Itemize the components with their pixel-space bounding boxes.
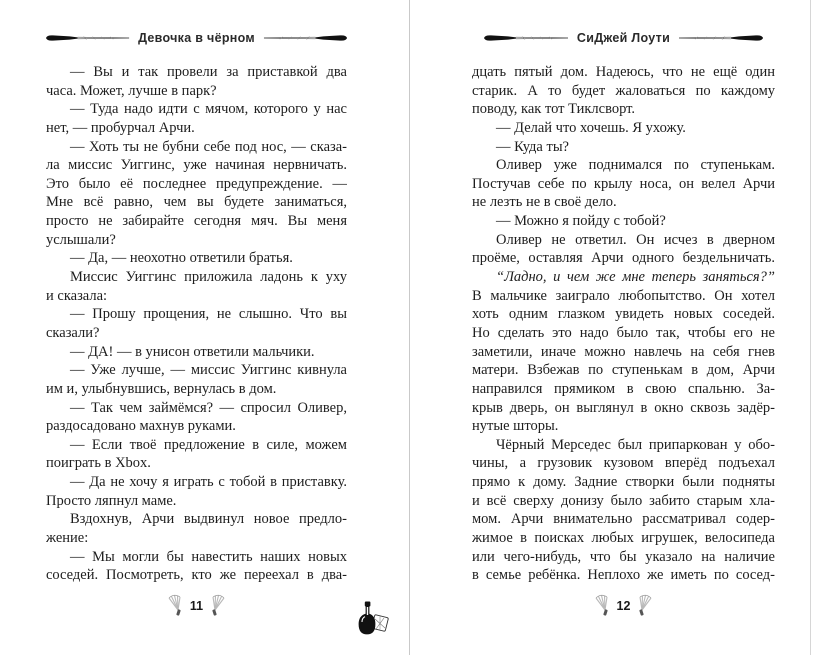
text-line: сказали?	[46, 324, 100, 341]
text-line: — Куда ты?	[496, 138, 569, 155]
text-line: — Уже лучше, — миссис Уиггинс кивнула	[70, 362, 347, 379]
text-line: и всё сверху донизу было забито старым хла-	[472, 492, 775, 509]
text-line: старик. А то будет жаловаться по каждому	[472, 82, 775, 99]
text-line: Это было её последнее предупреждение. —	[46, 175, 347, 192]
text-line: в семье ребёнка. Неплохо же иметь по сосед-	[472, 567, 775, 584]
page-divider	[409, 0, 410, 655]
text-line: хоть одним глазком увидеть новых соседей.	[472, 306, 775, 323]
text-line: жение:	[46, 530, 89, 547]
page-right	[472, 0, 775, 619]
text-line: — Мы могли бы навестить наших новых	[70, 548, 347, 565]
text-line: крыв дверь, он выглянул в окно сквозь задёр-	[472, 399, 775, 416]
page-text-right	[472, 63, 775, 585]
text-line: жимое в поисках любых игрушек, велосипеда	[472, 530, 775, 547]
whisk-broom-icon	[167, 594, 183, 617]
wand-ornament-icon	[484, 33, 570, 43]
text-line: и сказала:	[46, 287, 108, 304]
text-line: Мне всё равно, чем вы будете заниматься,	[46, 194, 347, 211]
text-line: мом. Арчи внимательно рассматривал содер-	[472, 511, 775, 528]
whisk-broom-icon	[594, 594, 610, 617]
wand-ornament-icon	[677, 33, 763, 43]
text-line: или чего-нибудь, что бы указало на наличие	[472, 548, 775, 565]
text-line: Чёрный Мерседес был припаркован у обо-	[496, 436, 775, 453]
page-text-left	[46, 63, 347, 585]
text-line: дцать пятый дом. Надеюсь, что не ещё один	[472, 64, 775, 80]
text-line: Оливер уже поднимался по ступенькам.	[496, 157, 775, 174]
text-line: поиграть в Xbox.	[46, 455, 151, 472]
page-left	[46, 0, 347, 619]
page-header-right	[472, 29, 775, 46]
text-line: В мальчике заиграло любопытство. Он хотел	[472, 287, 775, 304]
page-number-left: 11	[189, 598, 204, 613]
text-line: проёме, оставляя Арчи одного бездельничать.	[472, 250, 775, 267]
text-line: — Да не хочу я играть с тобой в приставку.	[70, 474, 347, 491]
text-line: — Туда надо идти с мячом, которого у нас	[70, 101, 347, 118]
text-line: — Можно я пойду с тобой?	[496, 213, 666, 230]
whisk-broom-icon	[637, 594, 653, 617]
text-line: прямо к дому. Задние створки были подняты	[472, 474, 775, 491]
page-footer-left	[46, 593, 347, 619]
text-line: часа. Может, лучше в парк?	[46, 82, 217, 99]
text-line: “Ладно, и чем же мне теперь заняться?”	[496, 269, 775, 286]
text-line: соседей. Посмотреть, кто же переехал в два-	[46, 567, 347, 584]
whisk-broom-icon	[210, 594, 226, 617]
window-edge-line	[810, 0, 811, 655]
page-number-right: 12	[616, 598, 631, 613]
text-line: — Хоть ты не бубни себе под нос, — сказа-	[70, 138, 347, 155]
text-line: раздосадовано махнув руками.	[46, 418, 236, 435]
text-line: Миссис Уиггинс приложила ладонь к уху	[70, 269, 347, 286]
text-line: Просто ляпнул маме.	[46, 492, 177, 509]
text-line: нутые шторы.	[472, 418, 559, 435]
text-line: — Вы и так провели за приставкой два	[70, 64, 347, 80]
running-title-right: СиДжей Лоути	[576, 30, 671, 45]
page-footer-right	[472, 593, 775, 619]
text-line: Постучав себе по крылу носа, он велел Арчи	[472, 175, 775, 192]
text-line: ла миссис Уиггинс, уже начиная нервничать.	[46, 157, 347, 174]
potion-bottle-icon	[356, 598, 392, 642]
text-line: заметили, иначе можно навлечь на себя гнев	[472, 343, 775, 360]
text-line: направился прямиком в свою спальню. За-	[472, 380, 775, 397]
page-header-left	[46, 29, 347, 46]
text-line: — Да, — неохотно ответили братья.	[70, 250, 293, 267]
running-title-left: Девочка в чёрном	[138, 30, 255, 45]
text-line: просто не забирайте сегодня мяч. Вы меня	[46, 213, 347, 230]
text-line: — Если твоё предложение в силе, можем	[70, 436, 347, 453]
text-line: матери. Взбежав по ступенькам в дом, Арчи	[472, 362, 775, 379]
text-line: не лезть не в своё дело.	[472, 194, 617, 211]
text-line: чины, а грузовик кузовом вперёд подъехал	[472, 455, 775, 472]
text-line: — Прошу прощения, не слышно. Что вы	[70, 306, 347, 323]
text-line: Но сделать это надо было так, чтобы его не	[472, 324, 775, 341]
text-line: — ДА! — в унисон ответили мальчики.	[70, 343, 315, 360]
text-line: — Делай что хочешь. Я ухожу.	[496, 119, 686, 136]
text-line: поводу, как тот Тиклсворт.	[472, 101, 636, 118]
text-line: услышали?	[46, 231, 116, 248]
wand-ornament-icon	[262, 33, 347, 43]
text-line: им и, улыбнувшись, вернулась в дом.	[46, 380, 277, 397]
text-line: нет, — пробурчал Арчи.	[46, 119, 195, 136]
wand-ornament-icon	[46, 33, 131, 43]
text-line: Оливер не ответил. Он исчез в дверном	[496, 231, 775, 248]
text-line: — Так чем займёмся? — спросил Оливер,	[70, 399, 347, 416]
text-line: Вздохнув, Арчи выдвинул новое предло-	[70, 511, 347, 528]
